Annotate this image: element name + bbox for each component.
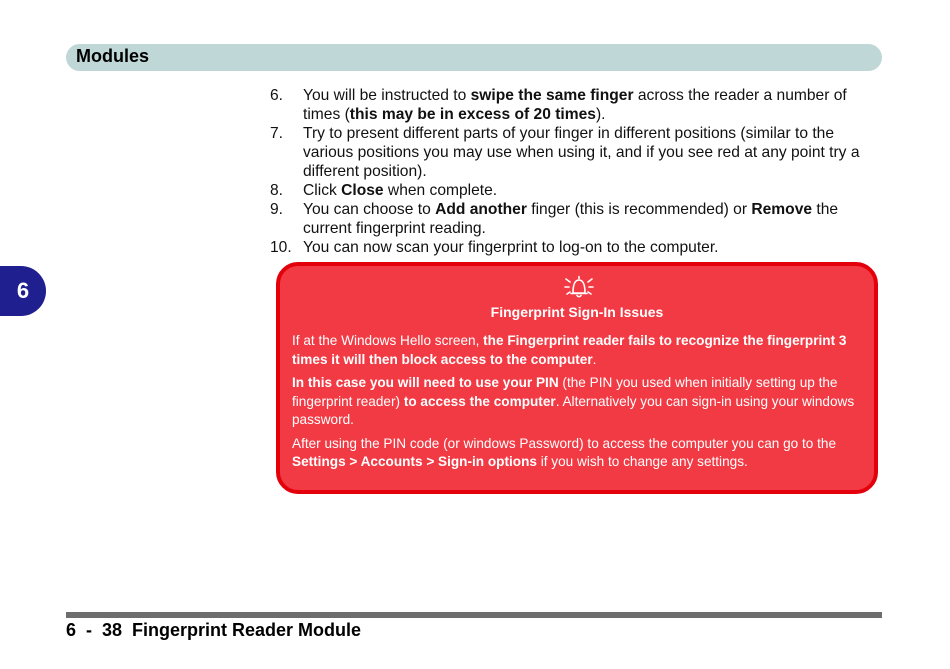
text-run: You can now scan your fingerprint to log-on to the computer.: [303, 239, 719, 256]
step-number: 8.: [270, 182, 284, 199]
bold-text: Remove: [751, 201, 813, 218]
bold-text: swipe the same finger: [470, 87, 634, 104]
alarm-bell-icon: [562, 274, 596, 300]
text-run: when complete.: [383, 182, 498, 199]
text-run: across the reader a number of times (: [303, 87, 847, 123]
text-run: Click: [303, 182, 342, 199]
text-run: (the PIN you used when initially setting up the fingerprint reader): [292, 375, 838, 409]
step-item: [270, 181, 880, 200]
warning-note-box: [276, 262, 878, 494]
step-number: 9.: [270, 201, 284, 218]
text-run: You can choose to: [303, 201, 436, 218]
bold-text: Settings > Accounts > Sign-in options: [292, 454, 537, 469]
chapter-tab: 6: [0, 266, 46, 316]
text-run: . Alternatively you can sign-in using your windows password.: [292, 393, 855, 427]
bold-text: Close: [341, 182, 384, 199]
bold-text: to access the computer: [403, 393, 556, 409]
step-item: [270, 124, 880, 181]
text-run: If at the Windows Hello screen,: [292, 333, 484, 348]
bold-text: Add another: [435, 201, 527, 218]
steps-list: [270, 86, 880, 257]
note-title: Fingerprint Sign-In Issues: [490, 304, 664, 320]
text-run: finger (this is recommended) or: [526, 201, 752, 218]
text-run: if you wish to change any settings.: [536, 454, 748, 469]
note-body: [292, 332, 864, 477]
text-run: the current fingerprint reading.: [303, 201, 839, 237]
text-run: ).: [595, 106, 606, 123]
page-title: Modules: [76, 46, 150, 66]
text-run: After using the PIN code (or windows Password) to access the computer you can go to the: [292, 435, 837, 451]
text-run: You will be instructed to: [303, 87, 471, 104]
step-item: [270, 86, 880, 124]
text-run: Try to present different parts of your finger in different positions (similar to the various positions you may use when using it, and if you see red at any point try a different position).: [303, 125, 860, 180]
bold-text: this may be in excess of 20 times: [349, 106, 596, 123]
footer-page-label: 6 - 38 Fingerprint Reader Module: [66, 620, 362, 640]
note-paragraph: [292, 435, 864, 472]
step-text: [303, 125, 860, 180]
bold-text: In this case you will need to use your PIN: [292, 375, 559, 390]
text-run: .: [592, 351, 597, 367]
step-text: [303, 239, 719, 256]
step-text: [303, 87, 847, 123]
step-number: 7.: [270, 125, 284, 142]
step-item: [270, 238, 880, 257]
header-bar: [66, 44, 882, 71]
step-text: [303, 201, 838, 237]
step-number: 6.: [270, 87, 284, 104]
step-text: [303, 182, 497, 199]
step-number: 10.: [270, 239, 292, 256]
note-paragraph: [292, 374, 864, 430]
bold-text: the Fingerprint reader fails to recognize the fingerprint 3 times it will then block access to the computer: [292, 333, 847, 367]
footer-rule: [66, 612, 882, 618]
note-paragraph: [292, 332, 864, 369]
step-item: [270, 200, 880, 238]
